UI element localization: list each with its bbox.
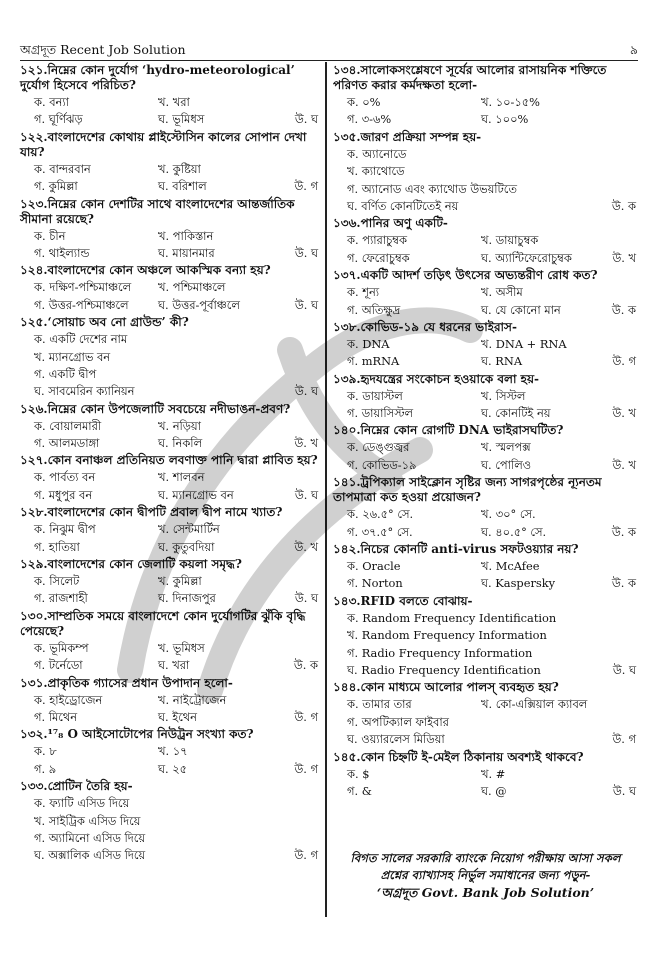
column-divider (325, 62, 327, 917)
question-text: ১৩৫.জারণ প্রক্রিয়া সম্পন্ন হয়- (333, 129, 482, 144)
option-row (20, 795, 320, 812)
question-text: ১৪২.নিচের কোনটি anti-virus সফটওয়্যার নয়? (333, 542, 579, 557)
option-row (333, 783, 638, 800)
option-text: ঘ. RNA (481, 354, 523, 369)
option-row (20, 813, 320, 830)
option-row (20, 161, 320, 178)
option-row (20, 573, 320, 590)
option-row (333, 766, 638, 783)
answer-label: উ. ঘ (294, 112, 318, 127)
answer-label: উ. ক (611, 198, 636, 213)
question-block (20, 130, 320, 196)
option-text: খ. নাইট্রোজেন (158, 692, 227, 707)
option-row (20, 331, 320, 348)
option-text: ঘ. খরা (158, 658, 190, 673)
option-row (20, 349, 320, 366)
option-text: ক. একটি দেশের নাম (34, 332, 128, 347)
option-text: গ. রাজশাহী (34, 591, 88, 606)
question-text: ১৩৭.একটি আদর্শ তড়িৎ উৎসের অভ্যন্তরীণ রোধ কত? (333, 268, 598, 283)
answer-label: উ. ঘ (294, 591, 318, 606)
option-text: খ. সেন্টমার্টিন (158, 522, 220, 537)
option-text: খ. ১০-১৫% (481, 95, 540, 109)
question-block (333, 542, 638, 593)
answer-label: উ. ঘ (612, 662, 636, 677)
question-block (333, 423, 638, 474)
answer-label: উ. ঘ (612, 783, 636, 798)
option-text: ঘ. সাবমেরিন ক্যানিয়ন (34, 384, 135, 399)
option-text: খ. ম্যানগ্রোভ বন (34, 349, 111, 364)
option-text: খ. ডায়াচুম্বক (481, 233, 539, 248)
answer-label: উ. গ (612, 732, 636, 747)
option-text: ঘ. দিনাজপুর (158, 591, 216, 606)
option-row (20, 418, 320, 435)
answer-label: উ. গ (294, 761, 318, 776)
option-text: ঘ. ২৫ (158, 761, 188, 776)
question-text: ১৪৫.কোন চিহ্নটি ই-মেইল ঠিকানায় অবশ্যই থাকবে? (333, 749, 584, 764)
option-text: গ. অতিক্ষুদ্র (347, 302, 401, 317)
option-text: ক. ভূমিকম্প (34, 640, 89, 655)
option-row (20, 657, 320, 674)
option-text: খ. McAfee (481, 559, 540, 574)
option-text: ঘ. যে কোনো মান (481, 302, 561, 317)
answer-label: উ. গ (294, 179, 318, 194)
question-block (333, 680, 638, 748)
option-text: ক. ৮ (34, 744, 57, 759)
answer-label: উ. গ (294, 709, 318, 724)
question-text: ১৩৪.সালোকসংশ্লেষণে সূর্যের আলোর রাসায়নিক শক্তিতে পরিণত করার কর্মদক্ষতা হলো- (333, 63, 607, 92)
option-row (333, 302, 638, 319)
question-text: ১২১.নিম্নের কোন দুর্যোগ ‘hydro-meteorological’ দুর্যোগ হিসেবে পরিচিত? (20, 63, 295, 92)
option-text: ঘ. ৪০.৫° সে. (481, 524, 547, 539)
answer-label: উ. ঘ (294, 487, 318, 502)
option-row (333, 111, 638, 128)
question-text: ১২৯.বাংলাদেশের কোন জেলাটি কয়লা সমৃদ্ধ? (20, 557, 242, 572)
option-row (20, 469, 320, 486)
footer-line-3: ‘অগ্রদূত Govt. Bank Job Solution’ (376, 885, 595, 900)
option-text: ক. চীন (34, 228, 66, 243)
option-text: ক. বান্দরবান (34, 161, 91, 176)
option-row (333, 645, 638, 662)
question-text: ১২৩.নিম্নের কোন দেশটির সাথে বাংলাদেশের আন্তর্জাতিক সীমানা রয়েছে? (20, 196, 295, 226)
option-text: ঘ. Kaspersky (481, 576, 556, 591)
option-row (333, 439, 638, 456)
option-text: খ. শালবন (158, 470, 205, 485)
option-text: খ. ১৭ (158, 744, 188, 759)
answer-label: উ. ঘ (294, 297, 318, 312)
option-text: গ. একটি দ্বীপ (34, 366, 97, 381)
answer-label: উ. ক (293, 658, 318, 673)
option-text: গ. মধুপুর বন (34, 487, 93, 502)
option-text: খ. ৩০° সে. (481, 507, 536, 522)
question-block (20, 315, 320, 401)
option-text: ঘ. Radio Frequency Identification (347, 662, 541, 677)
option-row (20, 94, 320, 111)
option-text: গ. mRNA (347, 354, 400, 369)
answer-label: উ. খ (294, 436, 318, 451)
answer-label: উ. গ (294, 848, 318, 863)
option-text: গ. থাইল্যান্ড (34, 245, 90, 260)
option-text: ঘ. ম্যানগ্রোভ বন (158, 487, 234, 502)
page-number: ৯ (629, 42, 638, 57)
option-text: গ. অ্যামিনো এসিড দিয়ে (34, 830, 146, 845)
option-text: ঘ. অক্সালিক এসিড দিয়ে (34, 848, 146, 863)
option-text: খ. Random Frequency Information (347, 628, 547, 643)
option-text: ঘ. উত্তর-পূর্বাঞ্চলে (158, 297, 240, 312)
question-text: ১২৮.বাংলাদেশের কোন দ্বীপটি প্রবাল দ্বীপ নামে খ্যাত? (20, 505, 283, 520)
question-block (20, 453, 320, 504)
option-row (20, 366, 320, 383)
question-text: ১৩১.প্রাকৃতিক গ্যাসের প্রধান উপাদান হলো- (20, 675, 233, 690)
option-row (20, 245, 320, 262)
option-text: গ. ঘূর্ণিঝড় (34, 112, 83, 127)
option-text: গ. Radio Frequency Information (347, 645, 533, 660)
option-row (333, 524, 638, 541)
question-text: ১২৭.কোন বনাঞ্চল প্রতিনিয়ত লবণাক্ত পানি দ্বারা প্লাবিত হয়? (20, 453, 318, 468)
question-block (20, 676, 320, 727)
option-row (20, 111, 320, 128)
option-text: গ. ৩-৬% (347, 112, 392, 127)
option-text: ঘ. বরিশাল (158, 179, 207, 194)
option-text: ঘ. মায়ানমার (158, 245, 215, 260)
option-text: খ. কো-এক্সিয়াল ক্যাবল (481, 697, 588, 712)
option-row (333, 198, 638, 215)
question-text: ১২৬.নিম্নের কোন উপজেলাটি সবচেয়ে নদীভাঙন-প্রবণ? (20, 401, 291, 416)
option-text: ঘ. নিকলি (158, 436, 203, 451)
option-text: গ. কুমিল্লা (34, 179, 78, 194)
option-row (20, 178, 320, 195)
option-row (333, 232, 638, 249)
option-text: ঘ. ইথেন (158, 709, 197, 724)
question-block (20, 402, 320, 453)
option-text: ক. ডেঙ্গুজ্বর (347, 440, 410, 455)
option-row (333, 627, 638, 644)
option-text: খ. ভূমিধস (158, 640, 205, 655)
question-block (20, 197, 320, 263)
option-text: ক. সিলেট (34, 574, 80, 589)
question-block (20, 557, 320, 608)
option-row (20, 692, 320, 709)
answer-label: উ. খ (294, 539, 318, 554)
answer-label: উ. ক (611, 302, 636, 317)
option-row (20, 521, 320, 538)
footer-line-2: প্রশ্নের ব্যাখ্যাসহ নির্ভুল সমাধানের জন্য পড়ুন- (380, 868, 591, 882)
option-text: গ. ডায়াসিস্টল (347, 406, 414, 421)
answer-label: উ. ক (611, 524, 636, 539)
option-row (20, 435, 320, 452)
option-text: গ. Norton (347, 576, 403, 591)
option-text: ঘ. পোলিও (481, 457, 532, 472)
option-row (20, 590, 320, 607)
option-text: গ. আলমডাঙ্গা (34, 436, 100, 451)
header-title: অগ্রদূত Recent Job Solution (20, 42, 186, 57)
option-row (333, 163, 638, 180)
option-text: ক. দক্ষিণ-পশ্চিমাঞ্চলে (34, 280, 132, 295)
question-text: ১৪০.নিম্নের কোন রোগটি DNA ভাইরাসঘটিত? (333, 423, 564, 438)
page-header (20, 40, 638, 61)
question-block (333, 320, 638, 371)
option-row (20, 709, 320, 726)
option-text: খ. নড়িয়া (158, 418, 201, 433)
option-text: খ. ক্যাথোডে (347, 164, 405, 179)
question-text: ১৩৩.প্রোটিন তৈরি হয়- (20, 779, 133, 794)
question-text: ১২২.বাংলাদেশের কোথায় প্লাইস্টোসিন কালের সোপান দেখা যায়? (20, 129, 307, 159)
option-text: গ. মিথেন (34, 709, 78, 724)
question-text: ১৩৬.পানির অণু একটি- (333, 216, 448, 231)
option-text: ঘ. ওয়্যারলেস মিডিয়া (347, 732, 445, 747)
answer-label: উ. ঘ (294, 384, 318, 399)
option-text: ক. $ (347, 766, 370, 781)
option-row (333, 353, 638, 370)
option-row (20, 297, 320, 314)
answer-label: উ. খ (612, 250, 636, 265)
option-row (333, 405, 638, 422)
option-text: ক. ডায়াস্টল (347, 388, 403, 403)
option-row (20, 847, 320, 864)
option-text: গ. অ্যানোড এবং ক্যাথোড উভয়টিতে (347, 181, 517, 196)
answer-label: উ. ঘ (294, 245, 318, 260)
option-text: গ. & (347, 783, 372, 798)
option-text: গ. ৩৭.৫° সে. (347, 524, 413, 539)
option-row (333, 731, 638, 748)
option-text: ঘ. ভূমিধস (158, 112, 205, 127)
option-text: ক. নিঝুম দ্বীপ (34, 522, 96, 537)
option-text: ক. ২৬.৫° সে. (347, 507, 414, 522)
option-text: ক. শূন্য (347, 285, 380, 300)
option-text: গ. উত্তর-পশ্চিমাঞ্চলে (34, 297, 129, 312)
question-block (20, 609, 320, 675)
question-block (333, 475, 638, 541)
question-text: ১২৫.‘সোয়াচ অব নো গ্রাউন্ড’ কী? (20, 315, 189, 330)
option-row (20, 539, 320, 556)
option-row (333, 181, 638, 198)
option-row (333, 250, 638, 267)
question-text: ১৩২.¹⁷₈ O আইসোটোপের নিউট্রন সংখ্যা কত? (20, 727, 254, 742)
option-text: ক. ০% (347, 95, 381, 109)
option-row (333, 457, 638, 474)
question-block (20, 263, 320, 314)
option-row (333, 696, 638, 713)
option-text: ক. অ্যানোডে (347, 146, 407, 161)
question-block (333, 130, 638, 216)
option-text: গ. ৯ (34, 761, 57, 776)
option-row (333, 94, 638, 111)
answer-label: উ. ক (611, 576, 636, 591)
option-text: খ. কুষ্টিয়া (158, 161, 201, 176)
option-text: ক. ফ্যাটি এসিড দিয়ে (34, 796, 130, 811)
option-row (333, 662, 638, 679)
option-row (20, 640, 320, 657)
option-row (20, 743, 320, 760)
option-text: ক. হাইড্রোজেন (34, 692, 103, 707)
option-row (333, 388, 638, 405)
option-text: খ. কুমিল্লা (158, 574, 202, 589)
question-text: ১৪৪.কোন মাধ্যমে আলোর পালস্‌ ব্যবহৃত হয়? (333, 680, 559, 695)
option-text: ক. Random Frequency Identification (347, 610, 557, 625)
question-text: ১৩৮.কোভিড-১৯ যে ধরনের ভাইরাস- (333, 319, 517, 334)
answer-label: উ. গ (612, 354, 636, 369)
option-text: ক. তামার তার (347, 697, 412, 712)
option-row (333, 284, 638, 301)
option-row (20, 830, 320, 847)
option-row (333, 714, 638, 731)
question-text: ১৩০.সাম্প্রতিক সময়ে বাংলাদেশে কোন দুর্যোগটির ঝুঁকি বৃদ্ধি পেয়েছে? (20, 608, 306, 638)
question-block (333, 750, 638, 801)
option-text: ঘ. কোনটিই নয় (481, 406, 551, 421)
right-column (333, 62, 638, 932)
left-column (20, 62, 320, 932)
question-block (333, 216, 638, 267)
option-text: খ. পশ্চিমাঞ্চলে (158, 280, 226, 295)
option-text: ক. পার্বত্য বন (34, 470, 96, 485)
option-text: ক. প্যারাচুম্বক (347, 233, 407, 248)
option-row (20, 228, 320, 245)
option-text: খ. সাইট্রিক এসিড দিয়ে (34, 813, 141, 828)
option-text: গ. অপটিক্যাল ফাইবার (347, 714, 449, 729)
option-text: গ. ফেরোচুম্বক (347, 250, 410, 265)
answer-label: উ. খ (612, 457, 636, 472)
promo-footer (333, 850, 638, 901)
option-text: ঘ. কুতুবদিয়া (158, 539, 215, 554)
question-block (20, 779, 320, 865)
question-text: ১২৪.বাংলাদেশের কোন অঞ্চলে আকস্মিক বন্যা হয়? (20, 263, 271, 278)
question-block (333, 268, 638, 319)
question-text: ১৪৩.RFID বলতে বোঝায়- (333, 593, 473, 608)
option-text: ক. DNA (347, 336, 390, 351)
option-row (20, 279, 320, 296)
option-text: ক. বোয়ালমারী (34, 418, 102, 433)
question-text: ১৪১.ট্রপিক্যাল সাইক্লোন সৃষ্টির জন্য সাগরপৃষ্ঠের ন্যূনতম তাপমাত্রা কত হওয়া প্রয়োজন? (333, 475, 602, 505)
footer-line-1: বিগত সালের সরকারি ব্যাংকে নিয়োগ পরীক্ষায় আসা সকল (350, 851, 621, 865)
option-text: গ. কোভিড-১৯ (347, 457, 417, 472)
question-text: ১৩৯.হৃদযন্ত্রের সংকোচন হওয়াকে বলা হয়- (333, 371, 539, 386)
question-block (20, 727, 320, 778)
option-text: ক. বন্যা (34, 95, 69, 109)
answer-label: উ. খ (612, 406, 636, 421)
option-row (20, 761, 320, 778)
question-block (20, 63, 320, 129)
option-text: খ. DNA + RNA (481, 336, 567, 351)
question-block (333, 63, 638, 129)
question-block (333, 372, 638, 423)
option-text: খ. খরা (158, 95, 190, 109)
option-text: ঘ. অ্যান্টিফেরোচুম্বক (481, 250, 572, 265)
option-row (20, 487, 320, 504)
option-row (333, 146, 638, 163)
option-text: গ. টর্নেডো (34, 658, 83, 673)
question-block (20, 505, 320, 556)
option-row (333, 558, 638, 575)
option-text: ঘ. ১০০% (481, 112, 529, 127)
option-row (333, 506, 638, 523)
option-text: খ. পাকিস্তান (158, 228, 214, 243)
option-row (20, 383, 320, 400)
option-text: গ. হাতিয়া (34, 539, 80, 554)
option-text: ঘ. @ (481, 783, 507, 798)
question-block (333, 594, 638, 680)
option-text: ঘ. বর্ণিত কোনটিতেই নয় (347, 198, 459, 213)
option-text: খ. সিস্টল (481, 388, 526, 403)
option-text: খ. অসীম (481, 285, 523, 300)
option-text: খ. স্মলপক্স (481, 440, 531, 455)
option-row (333, 575, 638, 592)
option-row (333, 336, 638, 353)
option-text: ক. Oracle (347, 559, 401, 574)
option-text: খ. # (481, 766, 506, 781)
option-row (333, 610, 638, 627)
